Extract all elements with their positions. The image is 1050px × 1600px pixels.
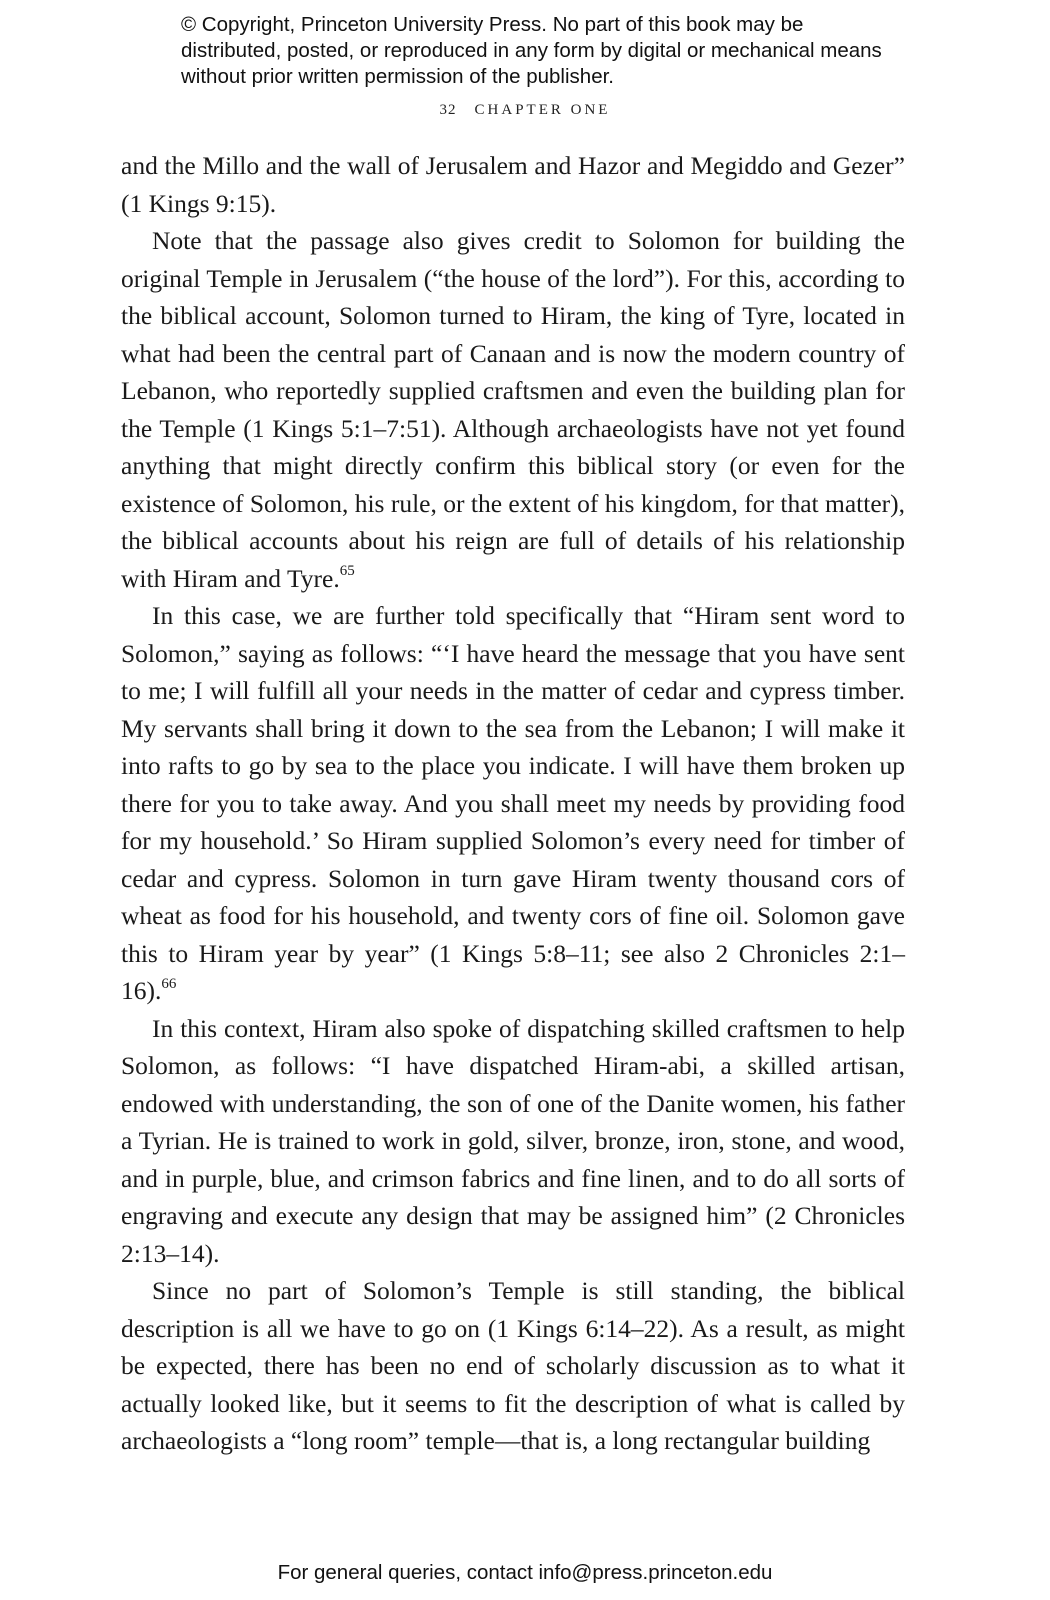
footer-contact: For general queries, contact info@press.princeton.edu [277,1561,773,1584]
paragraph-text: and the Millo and the wall of Jerusalem and Hazor and Megiddo and Gezer” (1 Kings 9:15). [121,151,905,218]
paragraph [121,222,905,597]
copyright-notice: © Copyright, Princeton University Press. No part of this book may be distributed, posted, or reproduced in any form by digital or mechanical means without prior written permission of the publisher. [181,13,882,88]
paragraph-text: Note that the passage also gives credit to Solomon for building the original Temple in Jerusalem (“the house of the lord”). For this, according to the biblical account, Solomon turned to Hiram, the king of Tyre, located in what had been the central part of Canaan and is now the modern country of Lebanon, who reportedly supplied craftsmen and even the building plan for the Temple (1 Kings 5:1–7:51). Although archaeologists have not yet found anything that might directly confirm this biblical story (or even for the existence of Solomon, his rule, or the extent of his kingdom, for that matter), the biblical accounts about his reign are full of details of his relationship with Hiram and Tyre. [121,226,905,593]
paragraph [121,1272,905,1460]
paragraph [121,1010,905,1273]
paragraph [121,597,905,1010]
page-number: 32 [439,102,457,118]
body-text [121,147,905,1460]
footnote-ref-66: 66 [161,975,177,992]
footnote-ref-65: 65 [339,563,355,579]
paragraph-continued [121,147,905,222]
paragraph-text: In this context, Hiram also spoke of dispatching skilled craftsmen to help Solomon, as follows: “I have dispatched Hiram-abi, a skilled artisan, endowed with understanding, the son of one of the Danite women, his father a Tyrian. He is trained to work in gold, silver, bronze, iron, stone, and wood, and in purple, blue, and crimson fabrics and fine linen, and to do all sorts of engraving and execute any design that may be assigned him” (2 Chronicles 2:13–14). [121,1013,905,1268]
chapter-title: CHAPTER ONE [474,102,611,118]
running-head [0,102,1050,119]
paragraph-text: Since no part of Solomon’s Temple is still standing, the biblical description is all we have to go on (1 Kings 6:14–22). As a result, as might be expected, there has been no end of scholarly discussion as to what it actually looked like, but it seems to fit the description of what is called by archaeologists a “long room” temple—that is, a long rectangular building [121,1276,905,1455]
paragraph-text: In this case, we are further told specifically that “Hiram sent word to Solomon,” saying as follows: “‘I have heard the message that you have sent to me; I will fulfill all your needs in the matter of cedar and cypress timber. My servants shall bring it down to the sea from the Lebanon; I will make it into rafts to go by sea to the place you indicate. I will have them broken up there for you to take away. And you shall meet my needs by providing food for my household.’ So Hiram supplied Solomon’s every need for timber of cedar and cypress. Solomon in turn gave Hiram twenty thousand cors of wheat as food for his household, and twenty cors of fine oil. Solomon gave this to Hiram year by year” (1 Kings 5:8–11; see also 2 Chronicles 2:1–16). [121,601,905,1005]
